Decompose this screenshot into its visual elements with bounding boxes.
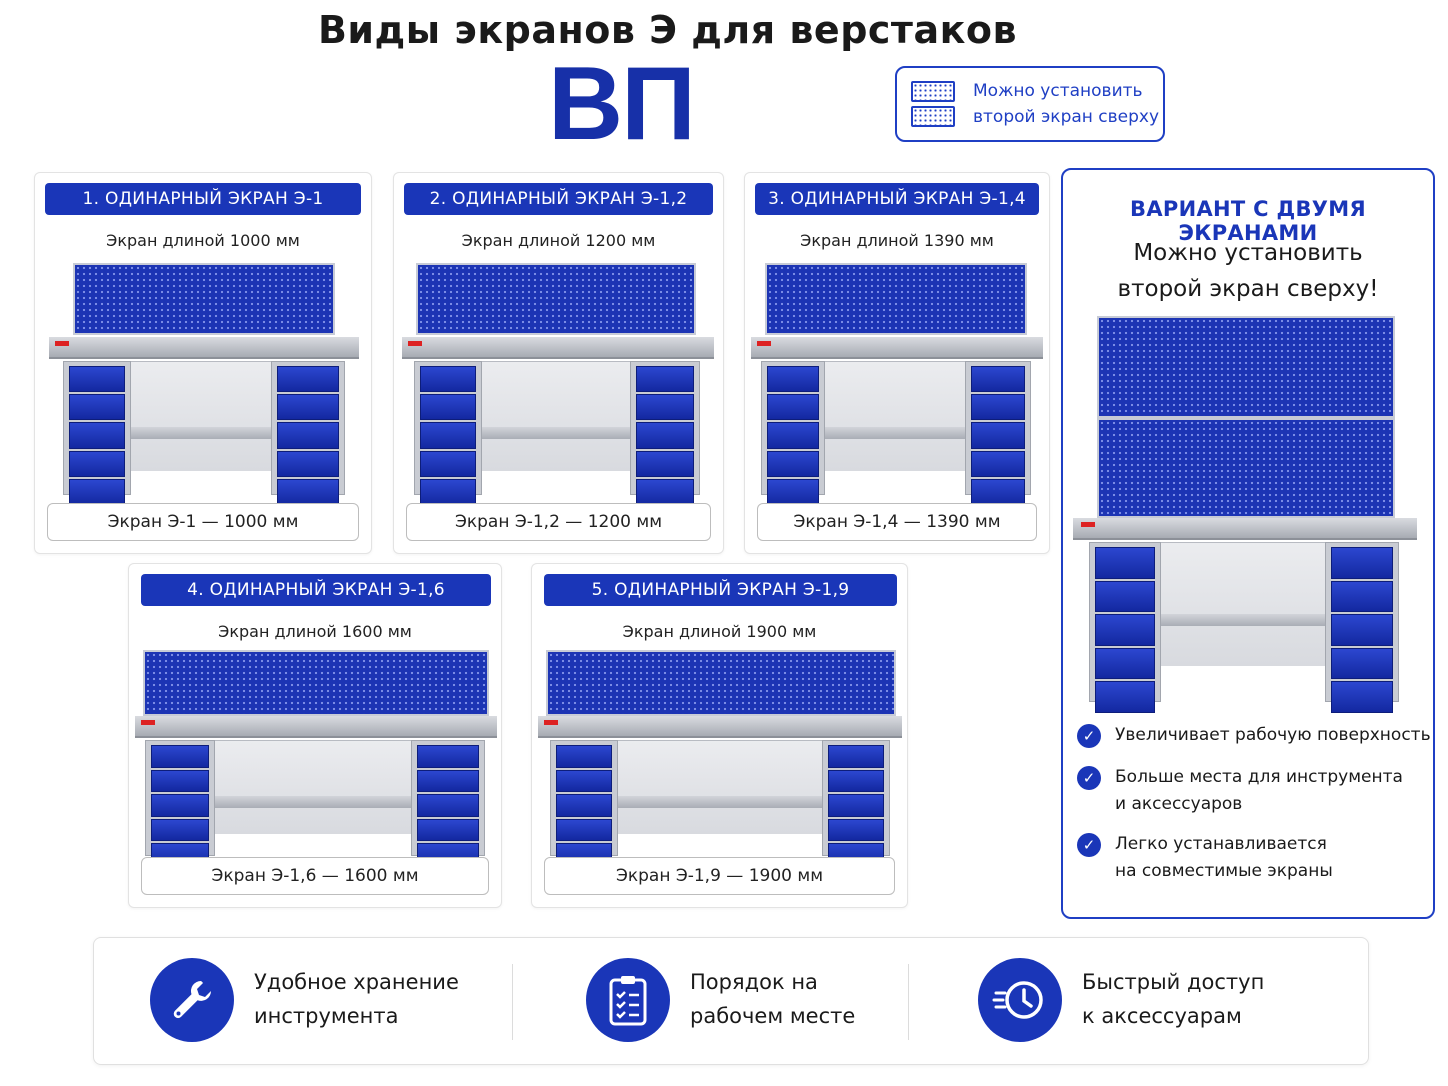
feature-order: Порядок на рабочем месте xyxy=(586,958,855,1042)
screen-card-4 xyxy=(128,563,502,908)
card-subtitle: Экран длиной 1600 мм xyxy=(218,622,412,641)
features-bar xyxy=(93,937,1369,1065)
workbench-image xyxy=(402,261,714,497)
double-screen-workbench-image xyxy=(1073,316,1417,704)
checklist-icon xyxy=(586,958,670,1042)
note-line-2: второй экран сверху xyxy=(973,107,1160,127)
card-caption: Экран Э-1,6 — 1600 мм xyxy=(141,857,489,895)
variant-heading: ВАРИАНТ С ДВУМЯ ЭКРАНАМИ xyxy=(1130,197,1366,245)
card-title: 4. ОДИНАРНЫЙ ЭКРАН Э-1,6 xyxy=(141,574,491,606)
card-subtitle: Экран длиной 1200 мм xyxy=(461,231,656,250)
card-caption: Экран Э-1 — 1000 мм xyxy=(47,503,359,541)
variant-sub-line-2: второй экран сверху! xyxy=(1117,275,1379,302)
card-subtitle: Экран длиной 1390 мм xyxy=(800,231,994,250)
workbench-image xyxy=(538,650,902,856)
screen-card-3 xyxy=(744,172,1050,554)
benefit-item: ✓ Увеличивает рабочую поверхность xyxy=(1077,722,1431,749)
double-screen-variant xyxy=(1061,168,1435,919)
card-title: 1. ОДИНАРНЫЙ ЭКРАН Э-1 xyxy=(45,183,361,215)
brand-logo: ВП xyxy=(548,46,694,162)
note-line-1: Можно установить xyxy=(973,80,1143,101)
workbench-image xyxy=(135,650,497,856)
page-title: Виды экранов Э для верстаков xyxy=(317,8,1018,52)
feature-storage: Удобное хранение инструмента xyxy=(150,958,459,1042)
divider xyxy=(908,964,909,1040)
check-icon: ✓ xyxy=(1077,724,1101,748)
card-caption: Экран Э-1,4 — 1390 мм xyxy=(757,503,1037,541)
card-title: 5. ОДИНАРНЫЙ ЭКРАН Э-1,9 xyxy=(544,574,897,606)
benefit-item: ✓ Легко устанавливается на совместимые экраны xyxy=(1077,831,1333,885)
card-subtitle: Экран длиной 1900 мм xyxy=(622,622,817,641)
variant-sub-line-1: Можно установить xyxy=(1133,240,1363,266)
screen-card-2 xyxy=(393,172,724,554)
workbench-image xyxy=(751,261,1043,497)
divider xyxy=(512,964,513,1040)
check-icon: ✓ xyxy=(1077,833,1101,857)
screen-card-5 xyxy=(531,563,908,908)
second-screen-note xyxy=(895,66,1165,142)
workbench-image xyxy=(49,261,359,497)
card-subtitle: Экран длиной 1000 мм xyxy=(106,231,300,250)
check-icon: ✓ xyxy=(1077,766,1101,790)
card-caption: Экран Э-1,2 — 1200 мм xyxy=(406,503,711,541)
double-screen-icon xyxy=(911,81,955,127)
benefit-item: ✓ Больше места для инструмента и аксессуаров xyxy=(1077,764,1403,818)
fast-clock-icon xyxy=(978,958,1062,1042)
card-title: 3. ОДИНАРНЫЙ ЭКРАН Э-1,4 xyxy=(755,183,1039,215)
card-caption: Экран Э-1,9 — 1900 мм xyxy=(544,857,895,895)
card-title: 2. ОДИНАРНЫЙ ЭКРАН Э-1,2 xyxy=(404,183,713,215)
wrench-icon xyxy=(150,958,234,1042)
feature-access: Быстрый доступ к аксессуарам xyxy=(978,958,1264,1042)
screen-card-1 xyxy=(34,172,372,554)
